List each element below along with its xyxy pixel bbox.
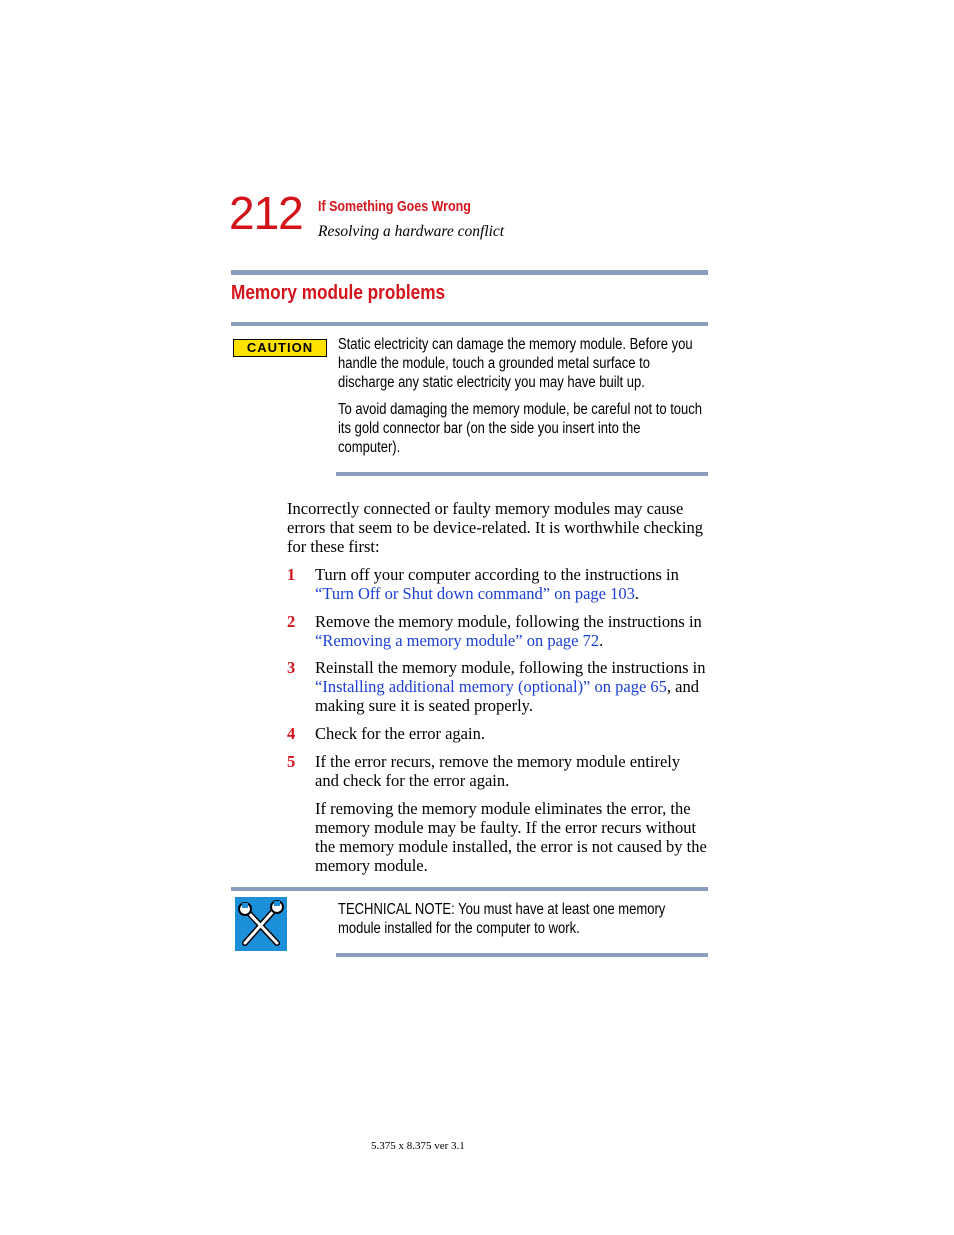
caution-rule bbox=[336, 472, 708, 476]
step-text-after: , and making sure it is seated properly. bbox=[315, 677, 699, 715]
step-text bbox=[315, 612, 707, 650]
section-heading: Memory module problems bbox=[231, 282, 446, 304]
step-text-before: Remove the memory module, following the instructions in bbox=[315, 612, 702, 631]
step-number: 5 bbox=[287, 752, 296, 771]
step-number: 4 bbox=[287, 724, 296, 743]
step-link-installing-memory[interactable]: “Installing additional memory (optional)” on page 65 bbox=[315, 677, 667, 696]
caution-paragraph-2: To avoid damaging the memory module, be careful not to touch its gold connector bar (on the side you insert into the computer). bbox=[338, 401, 703, 456]
step-text: If the error recurs, remove the memory module entirely and check for the error again. bbox=[315, 752, 681, 790]
wrench-icon bbox=[235, 897, 287, 951]
follow-up-paragraph: If removing the memory module eliminates the error, the memory module may be faulty. If the error recurs without the memory module installed, the error is not caused by the memory module. bbox=[315, 799, 707, 875]
technical-note-text: TECHNICAL NOTE: You must have at least one memory module installed for the computer to work. bbox=[338, 901, 666, 937]
step-text: Check for the error again. bbox=[315, 724, 485, 743]
tech-note-rule-bottom bbox=[336, 953, 708, 957]
step-text-before: Turn off your computer according to the instructions in bbox=[315, 565, 679, 584]
step-link-turn-off[interactable]: “Turn Off or Shut down command” on page 103 bbox=[315, 584, 635, 603]
step-text bbox=[315, 565, 705, 603]
section-subtitle: Resolving a hardware conflict bbox=[318, 223, 505, 240]
section-rule-top bbox=[231, 270, 708, 275]
step-number: 2 bbox=[287, 612, 296, 631]
step-text bbox=[315, 658, 707, 715]
step-link-removing-memory[interactable]: “Removing a memory module” on page 72 bbox=[315, 631, 600, 650]
caution-paragraph-1: Static electricity can damage the memory module. Before you handle the module, touch a grounded metal surface to discharge any static electricity you may have built up. bbox=[338, 336, 693, 391]
step-number: 3 bbox=[287, 658, 296, 677]
step-number: 1 bbox=[287, 565, 296, 584]
chapter-title: If Something Goes Wrong bbox=[318, 199, 471, 215]
section-rule-bottom bbox=[231, 322, 708, 326]
footer-version: 5.375 x 8.375 ver 3.1 bbox=[371, 1140, 465, 1152]
caution-badge: CAUTION bbox=[233, 339, 327, 357]
page-number: 212 bbox=[229, 187, 303, 239]
step-text-after: . bbox=[634, 584, 640, 603]
intro-paragraph: Incorrectly connected or faulty memory modules may cause errors that seem to be device-related. It is worthwhile checking for these first: bbox=[287, 499, 704, 556]
step-text-before: Reinstall the memory module, following the instructions in bbox=[315, 658, 706, 677]
tech-note-rule-top bbox=[231, 887, 708, 891]
step-text-after: . bbox=[599, 631, 604, 650]
